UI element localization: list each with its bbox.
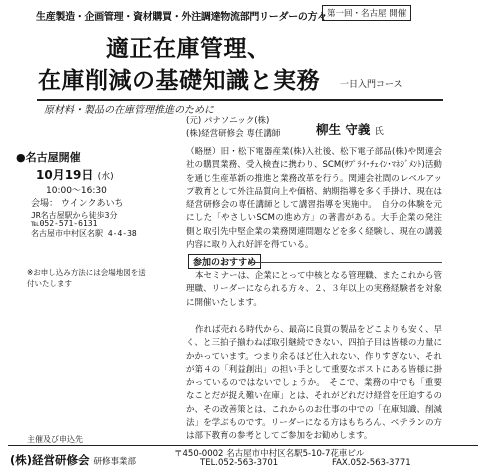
lecturer-affiliation-2: (株)経営研修会 専任講師 <box>186 129 281 139</box>
page-title-line-2: 在庫削減の基礎知識と実務 <box>38 68 320 94</box>
subtitle: 原材料・製品の在庫管理推進のために <box>44 105 214 116</box>
recommendation-paragraph-1: 本セミナーは、企業にとって中核となる管理職、またこれから管理職、リーダーになられる方々、２、３年以上の実務経験者を対象に開催いたします。 <box>186 271 442 308</box>
lecturer-name: 柳生 守義 <box>316 122 371 137</box>
venue-address: 名古屋市中村区名駅 4-4-38 <box>31 229 137 238</box>
footer-divider <box>8 445 478 446</box>
recommendation-heading: 参加のおすすめ <box>188 254 261 269</box>
event-time: 10:00～16:30 <box>46 186 107 196</box>
page-title-line-1: 適正在庫管理、 <box>106 36 271 62</box>
venue-tel: ℡052-571-6131 <box>31 219 98 228</box>
venue-prefix: 会場： <box>31 199 59 209</box>
venue-heading: ●名古屋開催 <box>16 151 81 164</box>
lecturer-affiliation-1: (元) パナソニック(株) <box>186 116 270 126</box>
event-day: (水) <box>97 172 114 182</box>
org-name: (株)経営研修会 <box>10 453 90 467</box>
lecturer-honorific: 氏 <box>374 127 384 137</box>
footer-address: 〒450-0002 名古屋市中村区名駅5-10-7花車ビル <box>174 449 365 459</box>
lecturer-bio: （略歴）旧・松下電器産業(株)入社後、松下電子部品(株)や関連会社の購買業務、受入検査に携わり、SCM(ｻﾌﾟﾗｲ･ﾁｪｲﾝ･ﾏﾈｼﾞﾒﾝﾄ)活動を通じ生産革新の推進と業務改革を行う。関連会社間のレベルアップ教育として外注品質向上や価格、納期指導を多く手掛け、現在は経営研修会の専任講師として講習指導を実施中。 自分の体験を元にした「やさしいSCMの進め方」の著書がある。大手企業の発注側と取引先中堅企業の業務関連問題などを多く経験し、現在の講義内容に取り入れ好評を得ている。 <box>186 147 442 251</box>
target-audience-line: 生産製造・企画管理・資材購買・外注調達物流部門リーダーの方々 <box>36 12 327 23</box>
venue-name: ウインクあいち <box>60 199 124 209</box>
venue-access: JR名古屋駅から徒歩3分 <box>31 211 118 220</box>
recommendation-rule <box>248 262 442 263</box>
footer-tel: TEL.052-563-3701 <box>200 458 279 468</box>
sponsor-label: 主催及び申込先 <box>27 435 83 444</box>
course-type: 一日入門コース <box>340 80 403 90</box>
venue-name-line <box>31 196 123 209</box>
recommendation-paragraph-2: 作れば売れる時代から、最高に良質の製品をどこよりも安く、早く、と三拍子揃わねば取引継続できない、四拍子目は皆様の力量にかかっています。つまり余るほど仕入れない、作りすぎない、それが第４の「利益創出」の担い手として重要なポストにある皆様に掛かっているのではないでしょうか。 そこで、業務の中でも「重要なことだが捉え難い在庫」とは、それがどれだけ経営を圧迫するのか、その改善策とは、これからのお仕事の中での「在庫知識、削減法」を学ぶものです。リーダーになる方はもちろん、ベテランの方は部下教育の参考としてご参加をお勧めします。 <box>186 325 442 442</box>
event-date <box>36 166 114 183</box>
event-date-value: 10月19日 <box>36 168 94 182</box>
footer-fax: FAX.052-563-3771 <box>332 458 411 468</box>
org-department: 研修事業部 <box>93 457 137 467</box>
session-badge: 第一回・名古屋 開催 <box>322 5 411 21</box>
lecturer-name-block <box>316 120 384 138</box>
map-note: ※お申し込み方法には会場地図を送付いたします <box>27 268 146 288</box>
